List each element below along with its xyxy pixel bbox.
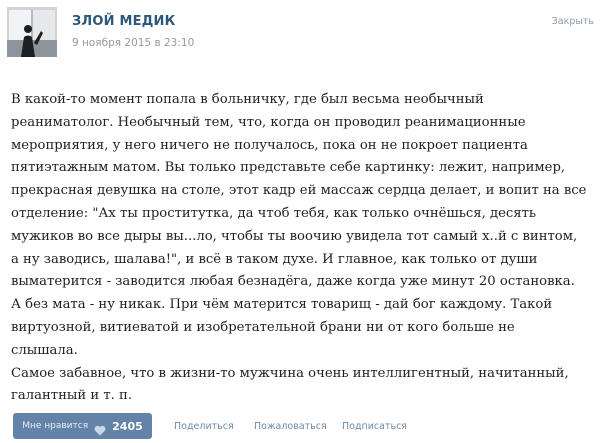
post-text-line: реаниматолог. Необычный тем, что, когда он проводил реанимационные [11,114,526,130]
post-text-line: А без мата - ну никак. При чём матерится товарищ - дай бог каждому. Такой [11,297,553,313]
close-link[interactable]: Закрыть [551,16,594,27]
post-text-line: Самое забавное, что в жизни-то мужчина очень интеллигентный, начитанный, [11,365,569,381]
post-text-line: пятиэтажным матом. Вы только представьте себе картинку: лежит, например, [11,160,566,176]
like-label: Мне нравится [22,421,89,431]
post-text-line: В какой-то момент попала в больничку, где был весьма необычный [11,92,484,107]
post-text-line: мужиков во все дыры вы...ло, чтобы ты воочию увидела тот самый х..й с винтом, [11,228,578,244]
group-name[interactable]: ЗЛОЙ МЕДИК [72,14,176,29]
heart-icon [94,421,106,432]
subscribe-link[interactable]: Подписаться [342,421,408,432]
like-button[interactable] [13,413,152,439]
post-text-line: прекрасная девушка на столе, этот кадр ей массаж сердца делает, и вопит на все [11,183,587,199]
post-text [11,89,596,408]
post-actions [0,405,600,443]
post-date[interactable]: 9 ноября 2015 в 23:10 [72,37,195,49]
group-avatar[interactable] [7,7,57,57]
post-text-line: слышала. [11,342,78,358]
report-link[interactable]: Пожаловаться [254,421,327,432]
post-text-line: мероприятия, у него ничего не получалось, пока он не покроет пациента [11,137,528,153]
post-text-line: галантный и т. п. [11,388,133,404]
share-link[interactable]: Поделиться [174,421,234,432]
post-text-line: виртуозной, витиеватой и изобретательной брани ни от кого больше не [11,319,515,335]
post-text-line: отделение: "Ах ты проститутка, да чтоб тебя, как только очнёшься, десять [11,205,537,221]
post-text-line: а ну заводись, шалава!", и всё в таком духе. И главное, как только от души [11,251,538,267]
post-text-line: выматерится - заводится любая безнадёга, даже когда уже минут 20 остановка. [11,274,575,290]
post-header [0,0,600,70]
like-count: 2405 [112,419,143,433]
